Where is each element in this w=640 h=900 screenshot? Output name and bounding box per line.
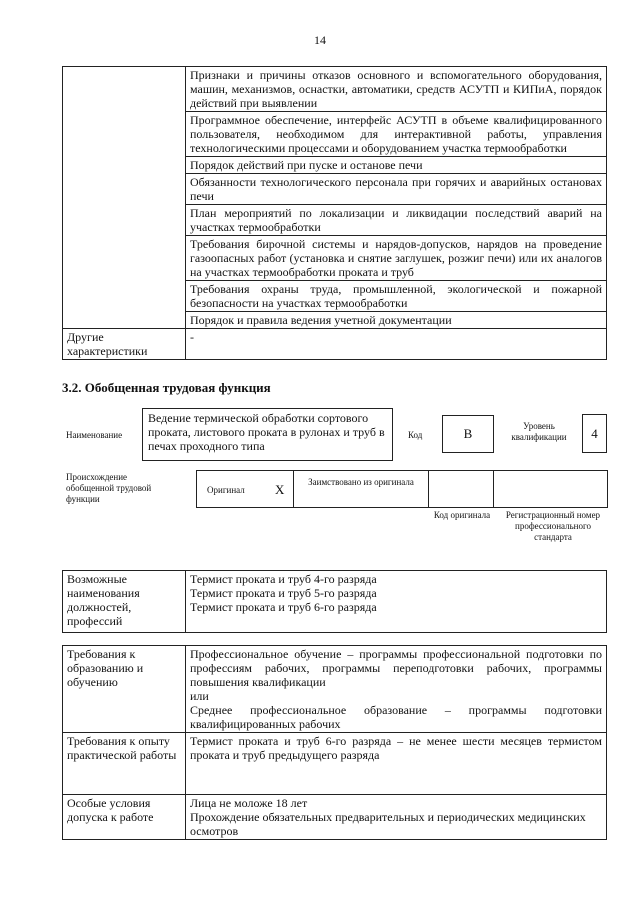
positions-table — [62, 570, 607, 633]
table-cell: Признаки и причины отказов основного и вспомогательного оборудования, машин, механизмов, оснастки, автоматики, средств АСУТП и КИПиА, порядок действий при выявлении — [186, 67, 607, 112]
code-label: Код — [408, 430, 423, 440]
table-cell: Требования бирочной системы и нарядов-допусков, нарядов на проведение газоопасных работ (установка и снятие заглушек, розжиг печи) или их аналогов на участках термообработки проката и труб — [186, 236, 607, 281]
borrowed-label: Заимствовано из оригинала — [308, 477, 414, 487]
positions-list — [186, 571, 607, 633]
experience-value — [186, 733, 607, 795]
level-label: Уровень квалификации — [511, 421, 567, 442]
original-label: Оригинал — [207, 485, 245, 495]
admission-line: Лица не моложе 18 лет — [190, 796, 308, 810]
experience-line: Термист проката и труб 6-го разряда – не менее шести месяцев термистом проката и труб предыдущего разряда — [190, 734, 602, 762]
education-line: или — [190, 689, 209, 703]
education-label: Требования к образованию и обучению — [63, 646, 186, 733]
requirements-table — [62, 645, 607, 840]
position-item: Термист проката и труб 6-го разряда — [190, 600, 377, 614]
table-row — [63, 795, 607, 840]
table-cell: План мероприятий по локализации и ликвидации последствий аварий на участках термообработки — [186, 205, 607, 236]
table-cell: Требования охраны труда, промышленной, экологической и пожарной безопасности на участках термообработки — [186, 281, 607, 312]
table-cell: Порядок действий при пуске и останове печи — [186, 157, 607, 174]
origin-table — [196, 470, 608, 508]
table-row — [63, 67, 607, 112]
experience-label: Требования к опыту практической работы — [63, 733, 186, 795]
page-number: 14 — [314, 33, 326, 47]
reg-number-label: Регистрационный номер профессионального стандарта — [505, 510, 601, 542]
gtf-code-box: B — [442, 415, 494, 453]
education-line: Профессиональное обучение – программы профессиональной подготовки по профессиям рабочих, программы переподготовки рабочих, программы повышения квалификации — [190, 647, 602, 689]
table-row — [63, 329, 607, 360]
table-row — [63, 646, 607, 733]
gtf-name-box: Ведение термической обработки сортового проката, листового проката в рулонах и труб в печах проходного типа — [142, 408, 393, 461]
table-cell: Порядок и правила ведения учетной документации — [186, 312, 607, 329]
code-original-label: Код оригинала — [433, 510, 491, 520]
knowledge-table — [62, 66, 607, 360]
table-row — [63, 733, 607, 795]
table-cell: Программное обеспечение, интерфейс АСУТП в объеме квалифицированного пользователя, необходимом для интерактивной работы, управления технологическими процессами и оборудованием участка термообработки — [186, 112, 607, 157]
other-characteristics-value: - — [186, 329, 607, 360]
table-row — [63, 571, 607, 633]
other-characteristics-label: Другие характеристики — [63, 329, 186, 360]
positions-label: Возможные наименования должностей, профессий — [63, 571, 186, 633]
education-line: Среднее профессиональное образование – программы подготовки квалифицированных рабочих — [190, 703, 602, 731]
education-value — [186, 646, 607, 733]
table-cell: Обязанности технологического персонала при горячих и аварийных остановах печи — [186, 174, 607, 205]
original-mark: X — [275, 482, 285, 497]
origin-label: Происхождение обобщенной трудовой функции — [66, 472, 152, 504]
table-label-cell — [63, 67, 186, 329]
admission-value — [186, 795, 607, 840]
position-item: Термист проката и труб 4-го разряда — [190, 572, 377, 586]
admission-line: Прохождение обязательных предварительных и периодических медицинских осмотров — [190, 810, 586, 838]
position-item: Термист проката и труб 5-го разряда — [190, 586, 377, 600]
admission-label: Особые условия допуска к работе — [63, 795, 186, 840]
name-label: Наименование — [66, 430, 123, 440]
section-title: 3.2. Обобщенная трудовая функция — [62, 380, 271, 395]
gtf-level-box: 4 — [582, 414, 607, 453]
